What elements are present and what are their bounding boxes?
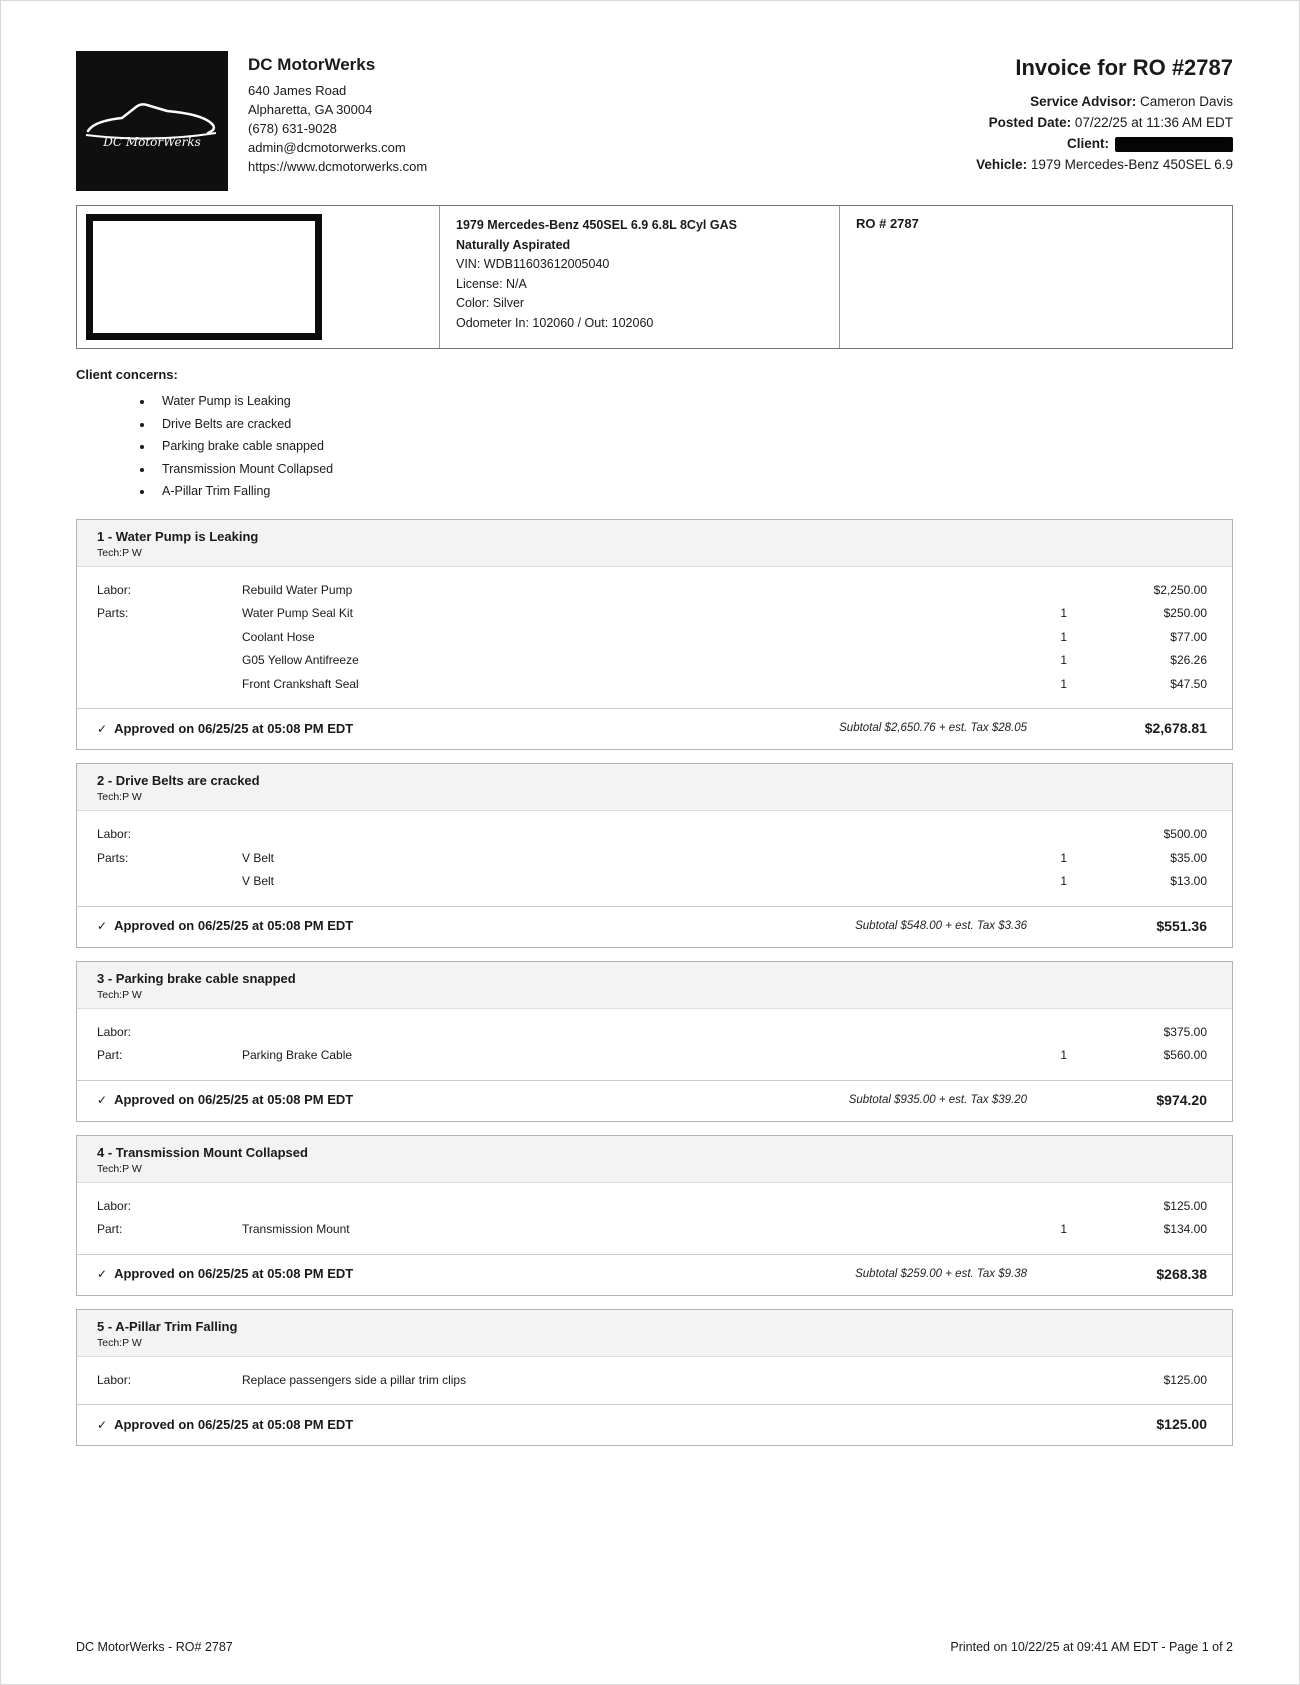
line-item-price: $560.00 [1163, 1048, 1207, 1062]
vehicle-license: License: N/A [456, 276, 527, 291]
invoice-title: Invoice for RO #2787 [1015, 55, 1233, 80]
line-item-label: Part: [97, 1222, 123, 1236]
check-icon: ✓ [97, 1267, 108, 1281]
line-item-qty [947, 1195, 1067, 1219]
approval-text [97, 918, 855, 933]
check-icon: ✓ [97, 1417, 108, 1432]
subtotal-text: Subtotal $935.00 + est. Tax $39.20 [848, 1093, 1027, 1106]
line-item-row [77, 579, 1232, 603]
line-item-label: Labor: [97, 1024, 132, 1039]
posted-date-line [976, 112, 1233, 133]
line-item-description: Parking Brake Cable [242, 1048, 353, 1062]
line-item-label [97, 626, 242, 650]
section-total: $125.00 [1156, 1416, 1207, 1432]
line-item-row [77, 649, 1232, 673]
client-concerns-list [154, 390, 1233, 503]
subtotal-text: Subtotal $2,650.76 + est. Tax $28.05 [839, 722, 1027, 734]
line-item-row [77, 602, 1232, 626]
service-section [76, 1135, 1233, 1296]
approval-label: Approved on 06/25/25 at 05:08 PM EDT [114, 918, 354, 933]
line-item-description: Replace passengers side a pillar trim clips [242, 1372, 467, 1387]
check-icon: ✓ [97, 721, 108, 736]
section-body [77, 1009, 1232, 1080]
line-item-row [77, 673, 1232, 697]
car-logo-icon [76, 51, 228, 191]
line-item-price: $500.00 [1163, 827, 1207, 841]
line-item-description: Transmission Mount [242, 1222, 350, 1236]
section-title: 3 - Parking brake cable snapped [97, 970, 296, 986]
approval-row [77, 708, 1232, 749]
section-total: $551.36 [1156, 917, 1207, 934]
approval-text [97, 1417, 1027, 1432]
section-title: 5 - A-Pillar Trim Falling [97, 1318, 238, 1334]
company-email: admin@dcmotorwerks.com [248, 140, 406, 155]
section-title: 4 - Transmission Mount Collapsed [97, 1144, 308, 1160]
line-item-row [77, 1195, 1232, 1219]
line-item-qty: 1 [1060, 653, 1067, 667]
line-item-description [242, 1195, 947, 1219]
approval-row [77, 906, 1232, 947]
invoice-meta [976, 51, 1233, 175]
line-item-qty: 1 [1060, 874, 1067, 888]
approval-text [97, 1092, 849, 1107]
section-header [77, 1310, 1232, 1357]
service-section [76, 961, 1233, 1122]
line-item-price: $13.00 [1170, 874, 1207, 888]
vehicle-details-cell [439, 206, 839, 348]
vehicle-description: 1979 Mercedes-Benz 450SEL 6.9 6.8L 8Cyl GAS Naturally Aspirated [456, 218, 737, 252]
line-item-qty: 1 [1060, 1222, 1067, 1236]
section-body [77, 1357, 1232, 1405]
line-item-price: $134.00 [1163, 1222, 1207, 1236]
line-item-price: $2,250.00 [1153, 582, 1207, 597]
line-item-label [97, 649, 242, 673]
line-item-description [242, 1021, 947, 1045]
line-item-label: Parts: [97, 850, 129, 865]
section-total: $974.20 [1156, 1091, 1207, 1108]
line-item-description: Coolant Hose [242, 629, 315, 644]
approval-row [77, 1254, 1232, 1295]
client-concern-item: • A-Pillar Trim Falling [154, 480, 1233, 503]
vehicle-photo-cell [77, 206, 439, 348]
section-header [77, 520, 1232, 567]
section-header [77, 764, 1232, 811]
service-section [76, 1309, 1233, 1447]
line-item-row [77, 870, 1232, 894]
line-item-label [97, 673, 242, 697]
vehicle-line [976, 154, 1233, 175]
posted-date-label: Posted Date: [988, 115, 1072, 130]
check-icon: ✓ [97, 1093, 108, 1107]
section-title: 1 - Water Pump is Leaking [97, 528, 259, 544]
approval-label: Approved on 06/25/25 at 05:08 PM EDT [114, 1092, 354, 1107]
posted-date-value: 07/22/25 at 11:36 AM EDT [1074, 115, 1233, 130]
subtotal-text: Subtotal $259.00 + est. Tax $9.38 [855, 1267, 1027, 1280]
section-tech: Tech:P W [97, 546, 142, 559]
line-item-label: Labor: [97, 1198, 132, 1213]
line-item-price: $35.00 [1170, 850, 1207, 865]
line-item-price: $125.00 [1163, 1198, 1207, 1213]
client-concern-item: • Parking brake cable snapped [154, 435, 1233, 458]
line-item-row [77, 1044, 1232, 1068]
line-item-price: $77.00 [1170, 629, 1207, 644]
line-item-description [242, 823, 947, 847]
vehicle-color: Color: Silver [456, 296, 525, 310]
line-item-row [77, 1369, 1232, 1393]
page-footer [76, 1640, 1233, 1654]
service-section [76, 519, 1233, 751]
section-tech: Tech:P W [97, 791, 142, 803]
company-phone: (678) 631-9028 [248, 121, 337, 136]
line-item-row [77, 847, 1232, 871]
line-item-label: Labor: [97, 1372, 132, 1387]
company-address2: Alpharetta, GA 30004 [248, 102, 373, 117]
vehicle-vin: VIN: WDB11603612005040 [456, 257, 610, 271]
vehicle-photo-redacted [86, 214, 322, 340]
line-item-qty [947, 579, 1067, 603]
client-label: Client: [1067, 136, 1109, 151]
approval-text [97, 721, 839, 736]
line-item-label: Labor: [97, 582, 132, 597]
company-name: DC MotorWerks [248, 55, 376, 74]
section-tech: Tech:P W [97, 1162, 142, 1175]
client-concern-item: • Water Pump is Leaking [154, 390, 1233, 413]
line-item-row [77, 1218, 1232, 1242]
service-advisor-value: Cameron Davis [1139, 94, 1233, 109]
approval-row [77, 1080, 1232, 1121]
section-total: $268.38 [1156, 1265, 1207, 1282]
line-item-description: V Belt [242, 850, 275, 865]
line-item-row [77, 626, 1232, 650]
footer-left: DC MotorWerks - RO# 2787 [76, 1640, 233, 1654]
line-item-label: Part: [97, 1048, 123, 1062]
service-sections [76, 519, 1233, 1447]
company-info [248, 51, 427, 191]
line-item-description: G05 Yellow Antifreeze [242, 653, 359, 667]
line-item-price: $26.26 [1170, 653, 1207, 667]
line-item-description: Water Pump Seal Kit [242, 606, 353, 620]
section-body [77, 1183, 1232, 1254]
section-body [77, 567, 1232, 709]
approval-label: Approved on 06/25/25 at 05:08 PM EDT [114, 1266, 354, 1281]
subtotal-text: Subtotal $548.00 + est. Tax $3.36 [855, 919, 1027, 932]
check-icon: ✓ [97, 919, 108, 933]
section-tech: Tech:P W [97, 1336, 142, 1349]
client-concerns-heading: Client concerns: [76, 367, 178, 382]
line-item-row [77, 1021, 1232, 1045]
section-tech: Tech:P W [97, 988, 142, 1001]
line-item-price: $47.50 [1170, 676, 1207, 691]
footer-right: Printed on 10/22/25 at 09:41 AM EDT - Page 1 of 2 [950, 1640, 1233, 1654]
service-advisor-label: Service Advisor: [1030, 94, 1137, 109]
section-header [77, 1136, 1232, 1183]
line-item-qty: 1 [1060, 676, 1067, 691]
approval-row [77, 1404, 1232, 1445]
client-concern-item: • Transmission Mount Collapsed [154, 458, 1233, 481]
line-item-label [97, 870, 242, 894]
line-item-label: Parts: [97, 606, 129, 620]
company-logo [76, 51, 228, 191]
invoice-page [1, 1, 1299, 1654]
vehicle-info-box [76, 205, 1233, 349]
service-section [76, 763, 1233, 948]
line-item-qty: 1 [1060, 629, 1067, 644]
brand-block [76, 51, 427, 191]
line-item-price: $250.00 [1163, 606, 1207, 620]
line-item-qty [947, 1021, 1067, 1045]
svg-text:DC MotorWerks: DC MotorWerks [103, 135, 201, 149]
approval-label: Approved on 06/25/25 at 05:08 PM EDT [114, 720, 354, 736]
section-header [77, 962, 1232, 1009]
line-item-description: Front Crankshaft Seal [242, 676, 359, 691]
client-line [976, 133, 1233, 154]
vehicle-odometer: Odometer In: 102060 / Out: 102060 [456, 315, 654, 330]
section-total: $2,678.81 [1144, 720, 1207, 736]
client-concerns [76, 367, 1233, 503]
ro-number-cell: RO # 2787 [839, 206, 1232, 348]
line-item-qty: 1 [1060, 606, 1067, 620]
line-item-description: Rebuild Water Pump [242, 582, 353, 597]
approval-text [97, 1266, 855, 1281]
line-item-price: $125.00 [1163, 1372, 1207, 1387]
approval-label: Approved on 06/25/25 at 05:08 PM EDT [114, 1416, 354, 1432]
service-advisor-line [976, 91, 1233, 112]
header [76, 51, 1233, 191]
section-body [77, 811, 1232, 906]
section-title: 2 - Drive Belts are cracked [97, 773, 260, 788]
vehicle-label: Vehicle: [976, 157, 1028, 172]
line-item-qty: 1 [1060, 1048, 1067, 1062]
vehicle-value: 1979 Mercedes-Benz 450SEL 6.9 [1030, 157, 1233, 172]
line-item-row [77, 823, 1232, 847]
line-item-description: V Belt [242, 874, 275, 888]
line-item-label: Labor: [97, 827, 132, 841]
line-item-price: $375.00 [1163, 1024, 1207, 1039]
client-concern-item: • Drive Belts are cracked [154, 413, 1233, 436]
line-item-qty [947, 1369, 1067, 1393]
client-redaction-bar [1115, 137, 1233, 152]
company-address1: 640 James Road [248, 83, 347, 98]
line-item-qty: 1 [1060, 850, 1067, 865]
company-website: https://www.dcmotorwerks.com [248, 159, 428, 174]
line-item-qty [947, 823, 1067, 847]
